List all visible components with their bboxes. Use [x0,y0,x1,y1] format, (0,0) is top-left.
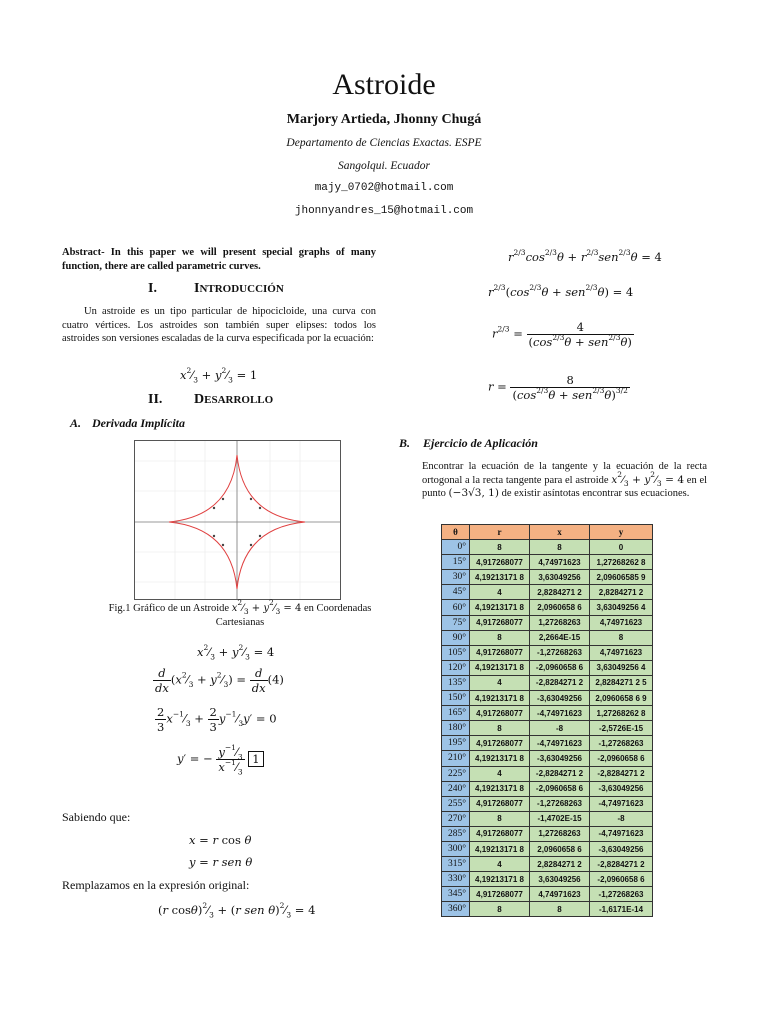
table-row [442,675,653,690]
cell-theta: 255° [442,796,470,811]
header-theta: θ [442,525,470,540]
sabiendo-text: Sabiendo que: [62,810,131,824]
cell-r: 8 [470,630,530,645]
cell-y: 3,63049256 4 [590,660,653,675]
table-row [442,570,653,585]
cell-y: 1,27268262 8 [590,555,653,570]
equation-step-1: $x^2⁄_3$ + $y^2⁄_3 = 4$ [197,643,275,662]
cell-theta: 270° [442,811,470,826]
cell-x: -3,63049256 [530,691,590,706]
cell-r: 8 [470,811,530,826]
cell-r: 4,19213171 8 [470,841,530,856]
cell-y: -1,6171E-14 [590,902,653,917]
cell-y: -1,27268263 [590,736,653,751]
subsection-ejercicio: B. Ejercicio de Aplicación [399,436,538,450]
section-intro-heading: I. INTRODUCCIÓN [148,281,284,296]
table-row [442,857,653,872]
cell-theta: 285° [442,826,470,841]
astroid-plot [134,440,341,600]
table-body [442,540,653,917]
equation-r-4: r = $\frac{8}{(\cos^{2/3}\theta + sen^{2/3}\theta)^{3/2}}$ [488,373,628,402]
cell-r: 4,917268077 [470,615,530,630]
cell-x: 3,63049256 [530,872,590,887]
cell-y: 4,74971623 [590,645,653,660]
cell-x: -1,4702E-15 [530,811,590,826]
table-row [442,796,653,811]
header-y: y [590,525,653,540]
cell-theta: 90° [442,630,470,645]
table-row [442,872,653,887]
cell-r: 4,917268077 [470,706,530,721]
cell-r: 4,19213171 8 [470,751,530,766]
table-row [442,691,653,706]
cell-r: 4 [470,857,530,872]
cell-y: -8 [590,811,653,826]
cell-x: 8 [530,902,590,917]
cell-theta: 210° [442,751,470,766]
cell-x: 1,27268263 [530,615,590,630]
cell-y: 4,74971623 [590,615,653,630]
cell-theta: 300° [442,841,470,856]
cell-y: -2,8284271 2 [590,857,653,872]
header-r: r [470,525,530,540]
cell-y: 8 [590,630,653,645]
table-row [442,766,653,781]
header-x: x [530,525,590,540]
cell-r: 8 [470,902,530,917]
email-2[interactable]: jhonnyandres_15@hotmail.com [294,205,474,217]
grid [135,441,340,599]
cell-r: 8 [470,540,530,555]
cell-x: -2,0960658 6 [530,781,590,796]
cell-x: -2,8284271 2 [530,675,590,690]
equation-substituted: (r $\cos\theta)^2⁄_3 + (r$ sen $\theta)^2⁄_3 = 4$ [158,901,316,920]
figure-caption: Fig.1 Gráfico de un Astroide $x^2⁄_3$ + $y^2⁄_3 = 4$ en Coordenadas Cartesianas [108,598,372,628]
table-row [442,826,653,841]
table-row [442,811,653,826]
cell-y: -3,63049256 [590,781,653,796]
cell-y: -2,5726E-15 [590,721,653,736]
cell-x: -2,8284271 2 [530,766,590,781]
subsection-derivada: A. Derivada Implícita [70,416,185,430]
cell-r: 4,19213171 8 [470,691,530,706]
cell-x: 3,63049256 [530,570,590,585]
cell-y: 2,09606585 9 [590,570,653,585]
cell-y: 2,0960658 6 9 [590,691,653,706]
table-row [442,751,653,766]
cell-y: 2,8284271 2 5 [590,675,653,690]
astroid-equation: $x^2⁄_3$ + $y^2⁄_3 = 1$ [180,366,258,385]
values-table [441,524,653,917]
cell-theta: 360° [442,902,470,917]
table-row [442,902,653,917]
equation-step-4: y′ = − $\frac{y^{-1}⁄_3}{x^{-1}⁄_3}$ 1 [177,745,264,774]
cell-y: -2,0960658 6 [590,872,653,887]
equation-r-2: $r^{2/3}(\cos^{2/3}\theta + sen^{2/3}\theta) = 4$ [488,283,634,299]
table-row [442,630,653,645]
cell-theta: 180° [442,721,470,736]
cell-theta: 30° [442,570,470,585]
cell-r: 4,19213171 8 [470,781,530,796]
table-row [442,887,653,902]
table-row [442,736,653,751]
cell-r: 4,917268077 [470,826,530,841]
cell-x: 1,27268263 [530,826,590,841]
cell-theta: 315° [442,857,470,872]
cell-theta: 165° [442,706,470,721]
cell-r: 4,917268077 [470,645,530,660]
cell-x: -1,27268263 [530,645,590,660]
location: Sangolqui. Ecuador [338,160,430,172]
cell-y: 1,27268262 8 [590,706,653,721]
cell-x: 4,74971623 [530,555,590,570]
authors: Marjory Artieda, Jhonny Chugá [286,112,482,127]
cell-r: 4,917268077 [470,736,530,751]
cell-r: 4,917268077 [470,555,530,570]
cell-theta: 45° [442,585,470,600]
cell-r: 4,19213171 8 [470,570,530,585]
cell-theta: 105° [442,645,470,660]
ejercicio-paragraph: Encontrar la ecuación de la tangente y la ecuación de la recta ortogonal a la recta tangente para el astroide $x^2⁄_3$ + $y^2⁄_3 = 4$ en el punto (−3√3, 1) de existir asíntotas encontrar sus ecuaciones. [422,461,708,500]
cell-x: 8 [530,540,590,555]
cell-r: 8 [470,721,530,736]
paper-title: Astroide [332,68,436,101]
cell-x: 4,74971623 [530,887,590,902]
cell-x: 2,0960658 6 [530,841,590,856]
equation-step-3: $\frac{2}{3}$ $x^{-1}⁄_3$ + $\frac{2}{3}$ $y^{-1}⁄_3y' = 0$ [157,705,277,734]
cell-y: -3,63049256 [590,841,653,856]
email-1[interactable]: majy_0702@hotmail.com [314,182,454,194]
cell-x: -8 [530,721,590,736]
table-header-row [442,525,653,540]
department: Departamento de Ciencias Exactas. ESPE [286,137,482,149]
cell-y: -4,74971623 [590,796,653,811]
section-desarrollo-heading: II. DESARROLLO [148,392,274,407]
cell-r: 4 [470,766,530,781]
cell-theta: 150° [442,691,470,706]
cell-theta: 0° [442,540,470,555]
cell-x: -1,27268263 [530,796,590,811]
cell-y: -2,8284271 2 [590,766,653,781]
cell-r: 4,19213171 8 [470,660,530,675]
cell-theta: 135° [442,675,470,690]
table-row [442,645,653,660]
cell-y: -4,74971623 [590,826,653,841]
table-row [442,615,653,630]
cell-theta: 15° [442,555,470,570]
table-row [442,555,653,570]
cell-r: 4 [470,585,530,600]
equation-x-param: x = r cos θ [189,833,252,847]
cell-x: 2,8284271 2 [530,585,590,600]
cell-x: 2,8284271 2 [530,857,590,872]
cell-theta: 60° [442,600,470,615]
equation-r-1: $r^{2/3}\cos^{2/3}\theta + r^{2/3}sen^{2/3}\theta = 4$ [508,248,662,264]
cell-y: -1,27268263 [590,887,653,902]
cell-theta: 330° [442,872,470,887]
cell-y: 2,8284271 2 [590,585,653,600]
cell-r: 4,917268077 [470,796,530,811]
cell-r: 4,917268077 [470,887,530,902]
cell-theta: 225° [442,766,470,781]
table-row [442,600,653,615]
table-row [442,781,653,796]
cell-x: -4,74971623 [530,736,590,751]
table-row [442,721,653,736]
table-row [442,540,653,555]
cell-y: 0 [590,540,653,555]
cell-y: -2,0960658 6 [590,751,653,766]
table-row [442,585,653,600]
cell-x: -3,63049256 [530,751,590,766]
table-row [442,706,653,721]
cell-r: 4,19213171 8 [470,872,530,887]
cell-x: -2,0960658 6 [530,660,590,675]
cell-theta: 345° [442,887,470,902]
cell-x: 2,0960658 6 [530,600,590,615]
cell-theta: 195° [442,736,470,751]
cell-theta: 75° [442,615,470,630]
reemplazamos-text: Remplazamos en la expresión original: [62,878,250,892]
astroid-chart [135,441,340,599]
cell-r: 4,19213171 8 [470,600,530,615]
intro-paragraph: Un astroide es un tipo particular de hipocicloide, una curva con cuatro vértices. Los astroides son también super elipses: todos los astroides son versiones escaladas de la curva especificada por la ecuación: [62,306,376,345]
cell-x: -4,74971623 [530,706,590,721]
equation-step-2: $\frac{d}{dx}$ ($x^2⁄_3$ + $y^2⁄_3$) = $\frac{d}{dx}$ (4) [155,666,284,695]
cell-y: 3,63049256 4 [590,600,653,615]
cell-theta: 120° [442,660,470,675]
equation-y-param: y = r sen θ [189,855,253,869]
abstract: Abstract- In this paper we will present special graphs of many function, there are called parametric curves. [62,247,376,272]
equation-r-3: $r^{2/3}$ = $\frac{4}{(\cos^{2/3}\theta + sen^{2/3}\theta)}$ [492,320,632,349]
cell-theta: 240° [442,781,470,796]
cell-r: 4 [470,675,530,690]
table-row [442,660,653,675]
cell-x: 2,2664E-15 [530,630,590,645]
table-row [442,841,653,856]
